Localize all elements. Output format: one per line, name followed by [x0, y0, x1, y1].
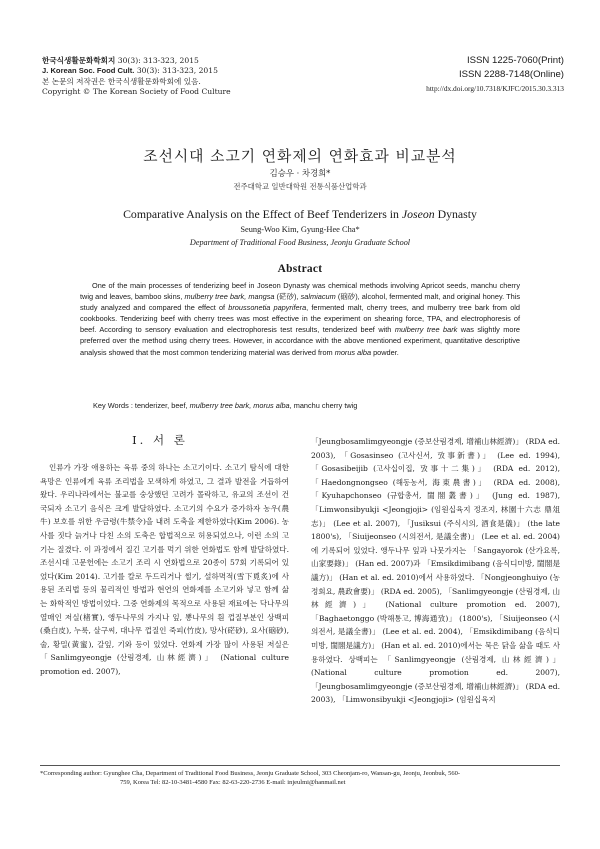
footnote-divider: [40, 765, 560, 766]
authors-korean: 김승우 · 차경희*: [269, 168, 331, 178]
corresponding-author-footnote: *Corresponding author: Gyunghee Cha, Department of Traditional Food Business, Jeonju Graduate School, 303 Cheonjam-ro, Wansan-gu, Jeonju, Jeonbuk, 560- 759, Korea Tel: 82-10-3481-4580 Fax: 82-63-220-2736 E-mail: injeulmi@hanmail.net: [40, 770, 460, 786]
abstract-heading: Abstract: [277, 263, 323, 275]
affiliation-korean: 전주대학교 일반대학원 전통식품산업학과: [233, 182, 367, 191]
intro-paragraph: 인류가 가장 애용하는 육류 중의 하나는 소고기이다. 소고기 탐식에 대한 욕망은 인류에게 육류 조리법을 모색하게 하였고, 그 결과 발전을 거듭하여 왔다. 우리나라에서는 불교를 숭상했던 고려가 몰락하고, 유교의 조선이 건국되자 소고기 음식은 크게 발달하였다. 소고기의 수요가 증가하자 농우(農牛) 보호를 위한 우금령(牛禁令)을 내려 도축을 제한하였다(Kim 2006). 농사를 짓다 늙거나 다친 소의 도축은 합법적으로 허용되었으나, 이런 소의 고기는 질겼다. 이 과정에서 질긴 고기를 먹기 위한 연화법도 함께 발달하였다. 조선시대 고문헌에는 소고기 조리 시 연화법으로 20종이 57회 기록되어 있었다(Kim 2014). 고기를 칼로 두드리거나 썰기, 설하멱적(雪下覓炙)에 사용된 조리법 등의 물리적인 방법과 현연의 연화제를 소고기와 넣고 함께 삶는 화학적인 방법이었다. 그중 연화제의 목적으로 사용된 재료에는 닥나무의 열매인 저실(楮實), 앵두나무의 가지나 잎, 뽕나무의 흰 껍질부분인 상백피(桑白皮), 누룩, 살구씨, 대나무 껍질인 죽피(竹皮), 망사(硭砂), 요사(硇砂), 술, 황밀(黃蜜), 갈잎, 기와 등이 있었다. 연화제 가장 많이 사용된 저실은 「Sanlimgyeongje (산림경제, 山林經濟)」 (National culture promotion ed. 2007),: [40, 463, 289, 676]
copyright-notice: 본 논문의 저작권은 한국식생활문화학회에 있음.: [42, 76, 201, 86]
journal-name-ko: 한국식생활문화학회지 30(3): 313-323, 2015: [42, 56, 199, 65]
copyright-line: Copyright © The Korean Society of Food Culture: [42, 87, 231, 97]
keywords: Key Words : tenderizer, beef, mulberry tree bark, morus alba, manchu cherry twig: [93, 401, 358, 410]
abstract-paragraph: One of the main processes of tenderizing beef in Joseon Dynasty was chemical methods involving Apricot seeds, manchu cherry twig and leaves, bamboo skins, mulberry tree bark, mangsa (硭砂), salmiacum (硇砂), alcohol, fermented malt, and original honey. This study analyzed and compared the effect of broussonetia papyrifera, fermented malt, cherry trees, and mulberry tree bark from old cookbooks. Tenderizing beef with cherry trees was most effective in the experiment on shearing force, TPA, and electrophoresis of beef. According to sensory evaluation and electrophoresis test results, tenderized beef with mulberry tree bark was slightly more preferred over the method using cherry trees. However, in accordance with the above mentioned experiment, quantitative descriptive analysis showed that the most common tenderizing material was derived from morus alba powder.: [80, 281, 521, 357]
title-korean: 조선시대 소고기 연화제의 연화효과 비교분석: [143, 148, 457, 165]
body-column-right: [311, 435, 560, 707]
journal-name-en: J. Korean Soc. Food Cult. 30(3): 313-323, 2015: [42, 66, 218, 76]
doi-link[interactable]: http://dx.doi.org/10.7318/KJFC/2015.30.3.313: [426, 84, 564, 93]
issn-block: [426, 54, 564, 96]
intro-paragraph-continued: 「Jeungbosamlimgyeongje (증보산림경제, 增補山林經濟)」 (RDA ed. 2003), 「Gosasinseo (고사신서, 攷事新書)」 (Lee ed. 1994), 「Gosasibeijib (고사십이집, 攷事十二集)」 (RDA ed. 2012), 「Haedongnongseo (해동농서, 海東農書)」 (RDA ed. 2008), 「Kyuhapchonseo (규합총서, 閨閤叢書)」 (Jung ed. 1987), 「Limwonsibyukji <Jeongjoji> (임원십육지 정조지, 林園十六志 鼎俎志)」 (Lee et al. 2007), 「Jusiksui (주식시의, 酒食是儀)」 (the late 1800's), 「Siuijeonseo (시의전서, 是議全書)」 (Lee et al. ed. 2004)에 기록되어 있었다. 앵두나무 잎과 나뭇가지는 「Sangayorok (산가요록, 山家要錄)」 (Han ed. 2007)과 「Emsikdimibang (음식디미방, 閨閤是議方)」 (Han et al. ed. 2010)에서 사용하였다. 「Nongjeonghuiyo (농정회요, 農政會要)」 (RDA ed. 2005), 「Sanlimgyeongje (산림경제, 山林經濟)」 (National culture promotion ed. 2007), 「Baghaetonggo (박해통고, 博海通攷)」 (1800's), 「Siuijeonseo (시의전서, 是議全書)」 (Lee et al. ed. 2004), 「Emsikdimibang (음식디미방, 閨閤是議方)」 (Han et al. ed. 2010)에서는 묵은 닭을 삶을 때도 사용하였다. 상백피는 「Sanlimgyeongje (산림경제, 山林經濟)」 (National culture promotion ed. 2007), 「Jeungbosamlimgyeongje (증보산림경제, 增補山林經濟)」 (RDA ed. 2003), 「Limwonsibyukji <Jeongjoji> (임원십육지: [311, 437, 560, 705]
body-column-left: [40, 461, 289, 679]
journal-header: [42, 56, 231, 98]
title-english: Comparative Analysis on the Effect of Beef Tenderizers in Joseon Dynasty: [123, 207, 477, 221]
issn-online: ISSN 2288-7148(Online): [458, 69, 564, 80]
issn-print: ISSN 1225-7060(Print): [466, 55, 564, 66]
affiliation-english: Department of Traditional Food Business, Jeonju Graduate School: [189, 238, 411, 247]
authors-english: Seung-Woo Kim, Gyung-Hee Cha*: [240, 225, 360, 234]
section-heading-introduction: Ⅰ. 서 론: [132, 433, 188, 447]
abstract-body: [80, 280, 520, 358]
